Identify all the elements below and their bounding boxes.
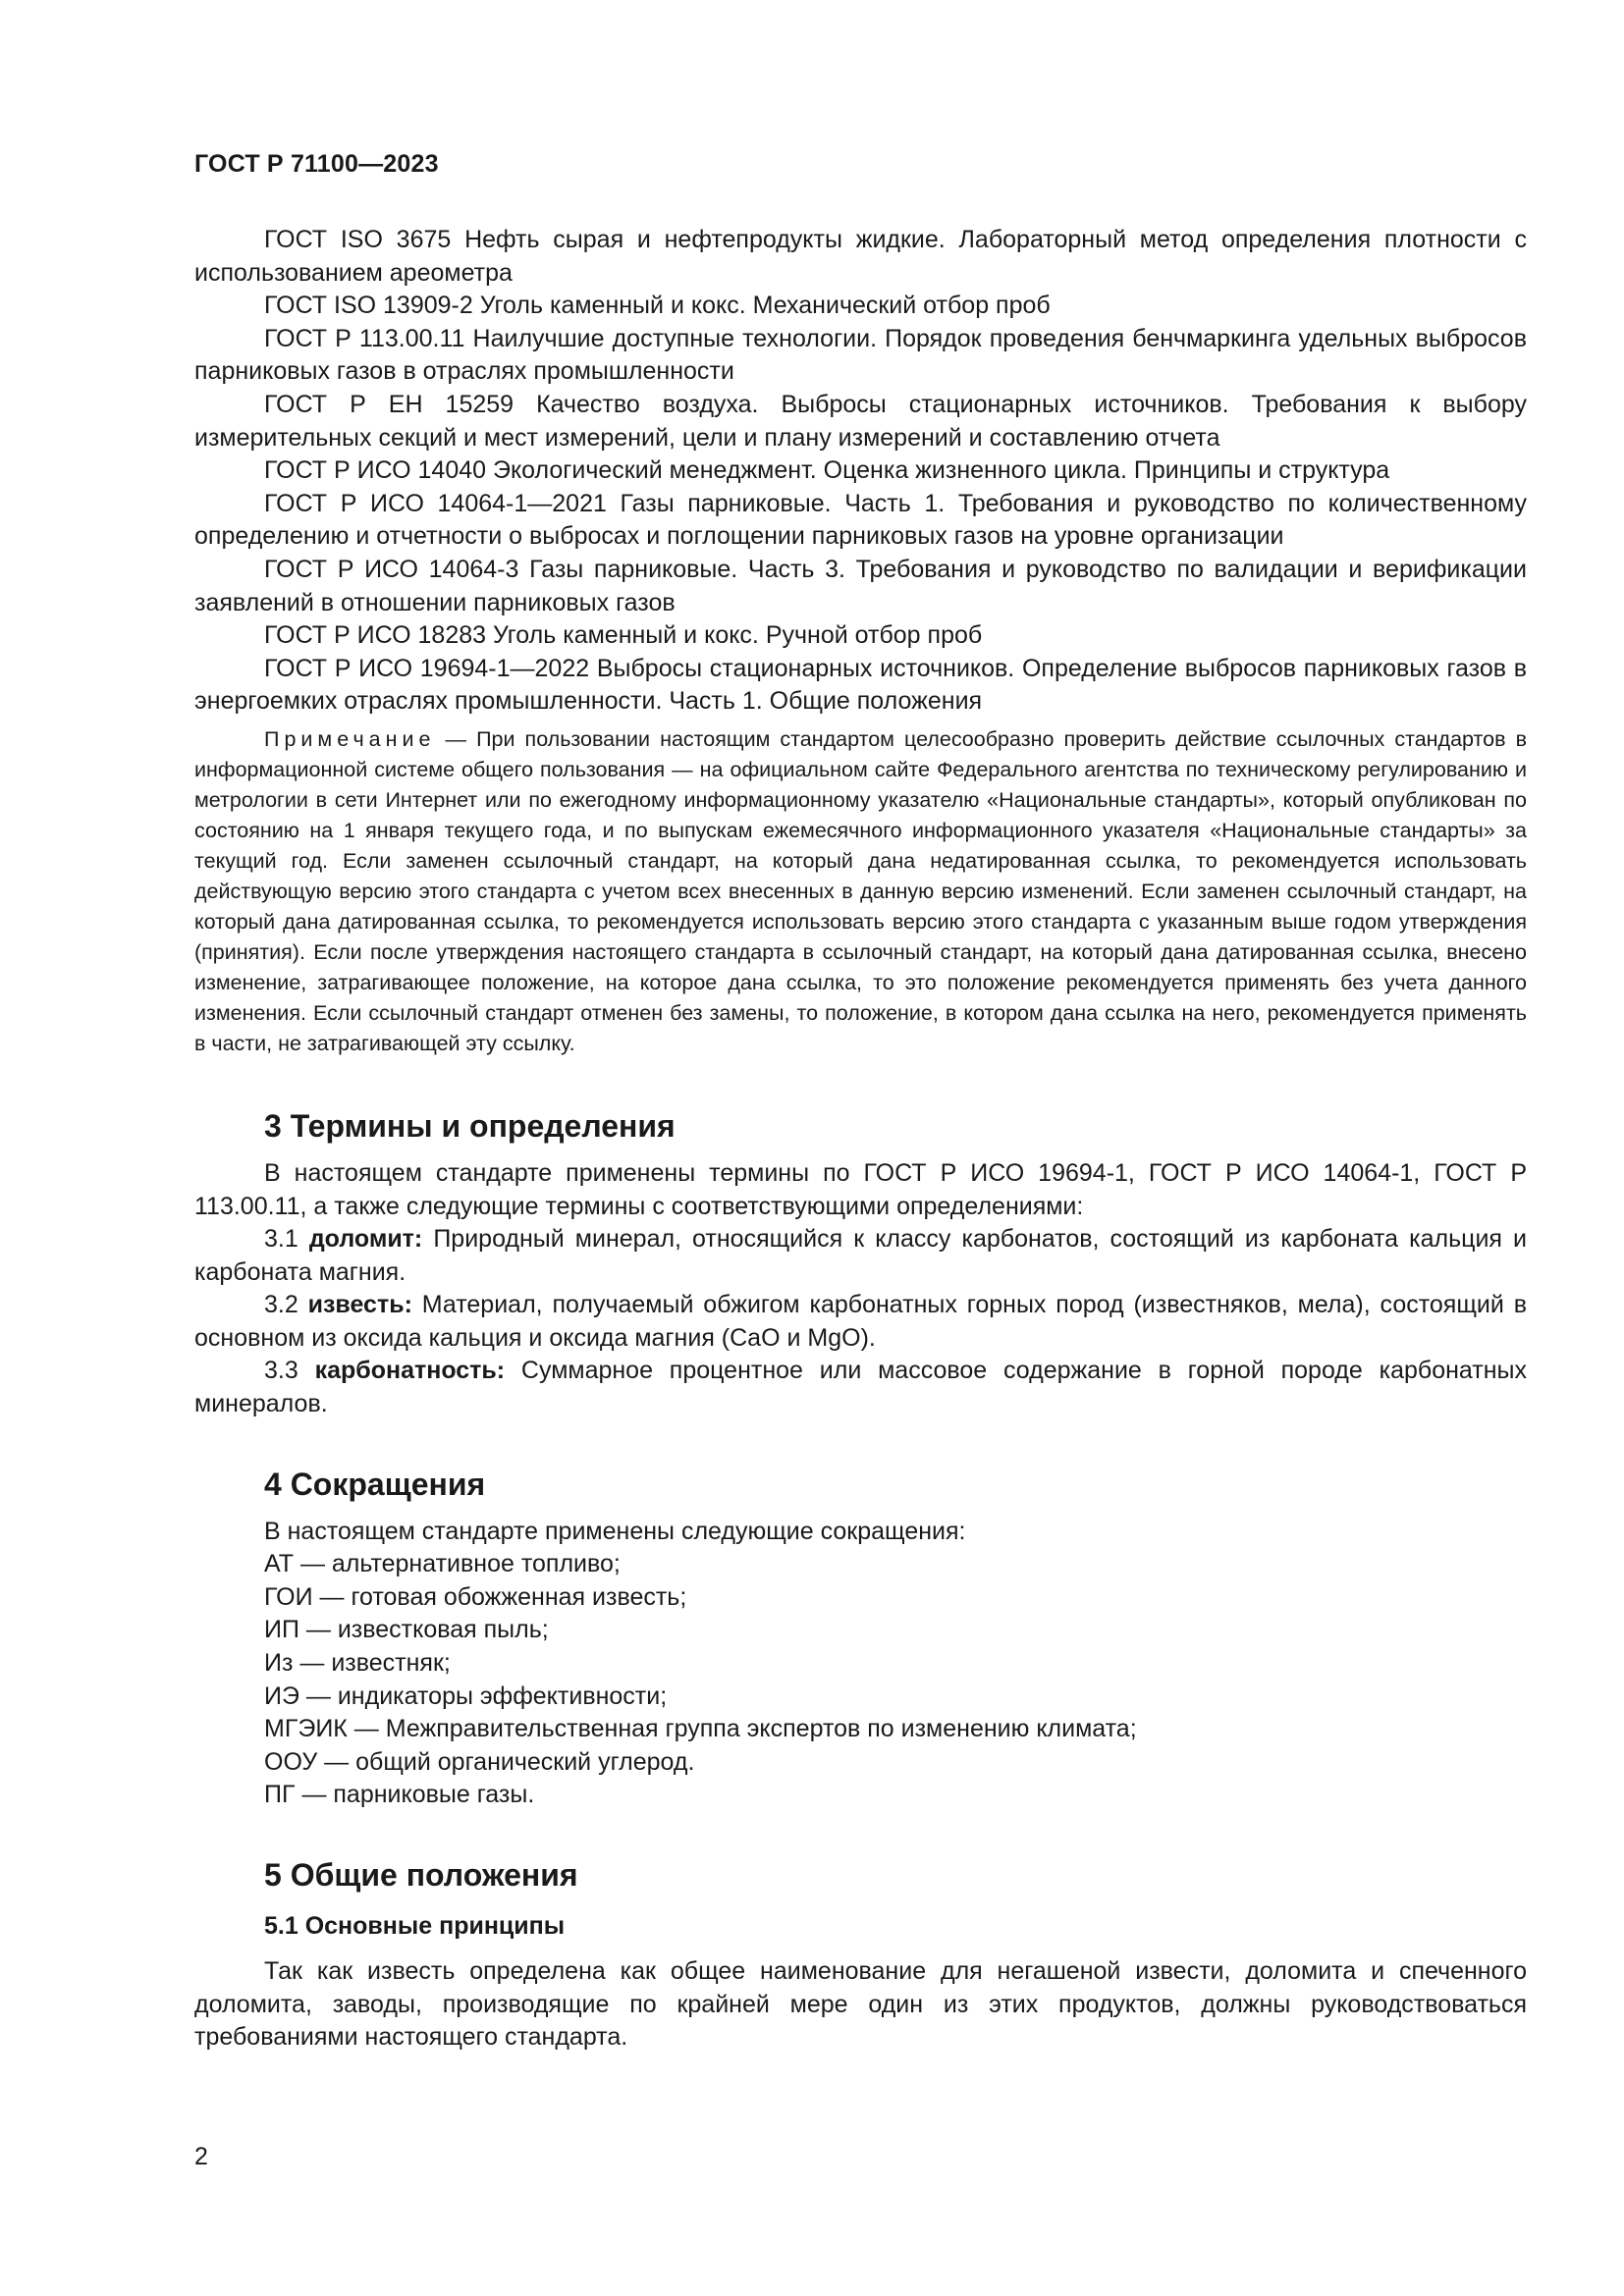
abbreviation-item: ГОИ — готовая обожженная известь; [264, 1582, 687, 1611]
term-name: доломит: [308, 1225, 423, 1254]
note-text: — При пользовании настоящим стандартом целесообразно проверить действие ссылочных стандартов в информационной системе общего пользования — на официальном сайте Федерального агентства по техническому регулированию и метрологии в сети Интернет или по ежегодному информационному указателю «Национальные стандарты», который опубликован по состоянию на 1 января текущего года, и по выпускам ежемесячного информационного указателя «Национальные стандарты» за текущий год. Если заменен ссылочный стандарт, на который дана недатированная ссылка, то рекомендуется использовать действующую версию этого стандарта с учетом всех внесенных в данную версию изменений. Если заменен ссылочный стандарт, на который дана датированная ссылка, то рекомендуется использовать версию этого стандарта с указанным выше годом утверждения (принятия). Если после утверждения настоящего стандарта в ссылочный стандарт, на который дана датированная ссылка, внесено изменение, затрагивающее положение, на которое дана ссылка, то это положение рекомендуется применять без учета данного изменения. Если ссылочный стандарт отменен без замены, то положение, в котором дана ссылка на него, рекомендуется применять в части, не затрагивающей эту ссылку. [194, 726, 1527, 1055]
term-description: Природный минерал, относящийся к классу карбонатов, состоящий из карбоната кальция и карбоната магния. [194, 1225, 1527, 1286]
reference-item: ГОСТ Р 113.00.11 Наилучшие доступные технологии. Порядок проведения бенчмаркинга удельных выбросов парниковых газов в отраслях промышленности [194, 324, 1527, 386]
term-description: Суммарное процентное или массовое содержание в горной породе карбонатных минералов. [194, 1357, 1527, 1418]
section-4-heading: 4 Сокращения [264, 1466, 486, 1502]
normative-references-list [194, 224, 1527, 719]
abbreviation-item: ИП — известковая пыль; [264, 1616, 549, 1644]
reference-item: ГОСТ Р ИСО 14040 Экологический менеджмент. Оценка жизненного цикла. Принципы и структура [264, 456, 1390, 485]
abbreviation-item: ИЭ — индикаторы эффективности; [264, 1682, 668, 1710]
section-5-heading: 5 Общие положения [264, 1857, 578, 1893]
section-3-heading: 3 Термины и определения [264, 1107, 676, 1144]
term-number: 3.3 [264, 1357, 315, 1385]
subsection-5-1-heading: 5.1 Основные принципы [264, 1912, 566, 1940]
reference-item: ГОСТ Р ИСО 18283 Уголь каменный и кокс. Ручной отбор проб [264, 621, 983, 650]
section-3-intro: В настоящем стандарте применены термины по ГОСТ Р ИСО 19694-1, ГОСТ Р ИСО 14064-1, ГОСТ Р 113.00.11, а также следующие термины с соответствующими определениями: [194, 1158, 1527, 1220]
reference-item: ГОСТ ISO 3675 Нефть сырая и нефтепродукты жидкие. Лабораторный метод определения плотности с использованием ареометра [194, 226, 1527, 287]
page-content [194, 224, 1527, 2055]
term-name: карбонатность: [314, 1357, 506, 1385]
term-definition [194, 1289, 1527, 1355]
abbreviation-item: Из — известняк; [264, 1649, 451, 1678]
reference-item: ГОСТ ISO 13909-2 Уголь каменный и кокс. Механический отбор проб [264, 292, 1051, 320]
term-definition [194, 1355, 1527, 1420]
section-4-intro: В настоящем стандарте применены следующие сокращения: [264, 1517, 966, 1545]
abbreviation-item: ПГ — парниковые газы. [264, 1781, 535, 1809]
page-number: 2 [194, 2143, 208, 2170]
abbreviation-item: АТ — альтернативное топливо; [264, 1550, 621, 1578]
term-name: известь: [307, 1291, 412, 1319]
note-label: Примечание [264, 726, 436, 751]
references-note [194, 724, 1527, 1059]
term-definition [194, 1223, 1527, 1289]
reference-item: ГОСТ Р ИСО 14064-3 Газы парниковые. Часть 3. Требования и руководство по валидации и верификации заявлений в отношении парниковых газов [194, 555, 1527, 616]
abbreviation-item: ООУ — общий органический углерод. [264, 1747, 695, 1776]
document-code-header: ГОСТ Р 71100—2023 [194, 150, 439, 178]
term-description: Материал, получаемый обжигом карбонатных горных пород (известняков, мела), состоящий в основном из оксида кальция и оксида магния (CaO и MgO). [194, 1291, 1527, 1352]
abbreviation-item: МГЭИК — Межправительственная группа экспертов по изменению климата; [264, 1715, 1137, 1743]
reference-item: ГОСТ Р ЕН 15259 Качество воздуха. Выбросы стационарных источников. Требования к выбору измерительных секций и мест измерений, цели и плану измерений и составлению отчета [194, 390, 1527, 452]
term-number: 3.1 [264, 1225, 309, 1254]
reference-item: ГОСТ Р ИСО 14064-1—2021 Газы парниковые. Часть 1. Требования и руководство по количественному определению и отчетности о выбросах и поглощении парниковых газов на уровне организации [194, 489, 1527, 551]
reference-item: ГОСТ Р ИСО 19694-1—2022 Выбросы стационарных источников. Определение выбросов парниковых газов в энергоемких отраслях промышленности. Часть 1. Общие положения [194, 654, 1527, 716]
section-5-1-text: Так как известь определена как общее наименование для негашеной извести, доломита и спеченного доломита, заводы, производящие по крайней мере один из этих продуктов, должны руководствоваться требованиями настоящего стандарта. [194, 1957, 1527, 2052]
term-number: 3.2 [264, 1291, 308, 1319]
